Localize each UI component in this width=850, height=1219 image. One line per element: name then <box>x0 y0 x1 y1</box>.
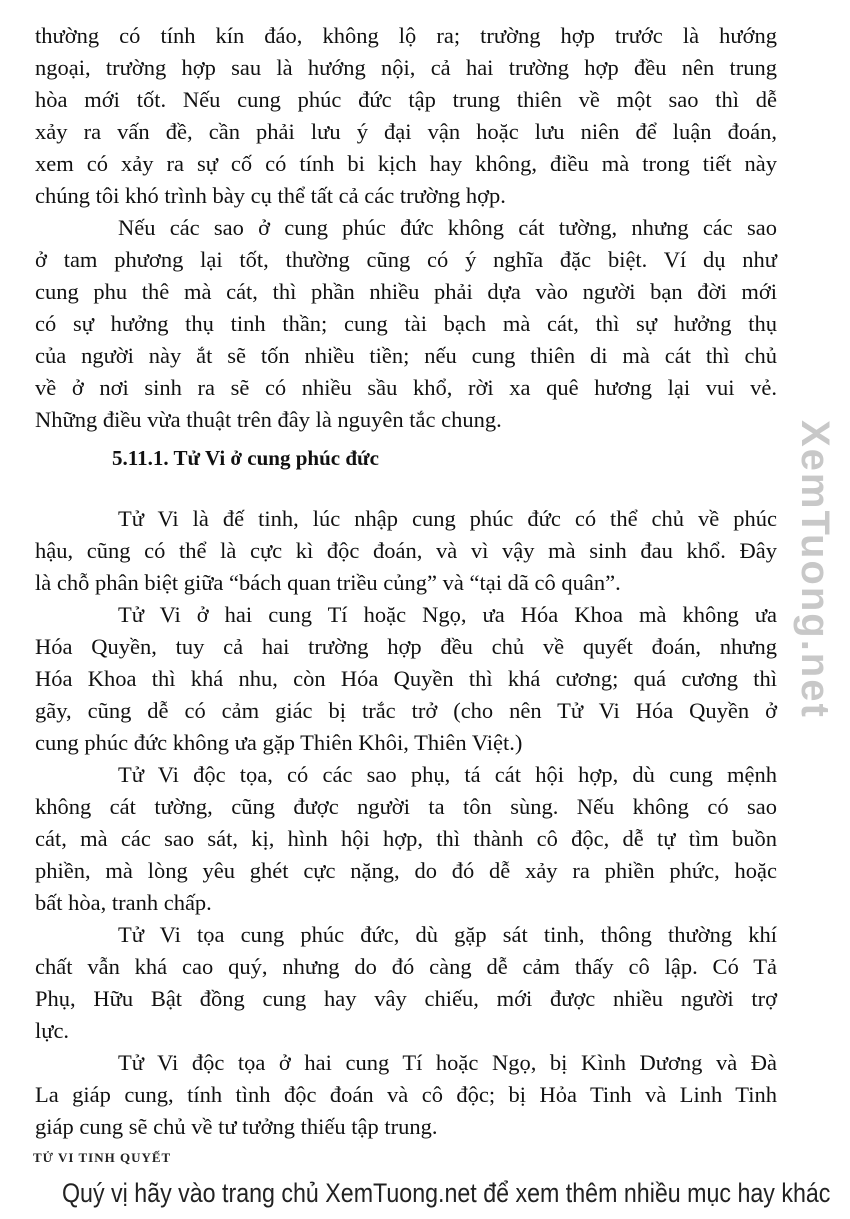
text-line: chúng tôi khó trình bày cụ thể tất cả các trường hợp. <box>35 183 506 208</box>
text-line: Tử Vi độc tọa ở hai cung Tí hoặc Ngọ, bị Kình Dương và Đà <box>118 1050 777 1075</box>
text-line: cung phúc đức không ưa gặp Thiên Khôi, Thiên Việt.) <box>35 730 523 755</box>
text-line: hậu, cũng có thể là cực kì độc đoán, và vì vậy mà sinh đau khổ. Đây <box>35 538 777 563</box>
text-line: xem có xảy ra sự cố có tính bi kịch hay không, điều mà trong tiết này <box>35 151 777 176</box>
text-line: thường có tính kín đáo, không lộ ra; trường hợp trước là hướng <box>35 23 777 48</box>
text-line: ngoại, trường hợp sau là hướng nội, cả hai trường hợp đều nên trung <box>35 55 777 80</box>
text-line: có sự hưởng thụ tinh thần; cung tài bạch mà cát, thì sự hưởng thụ <box>35 311 777 336</box>
website-banner-link[interactable]: Quý vị hãy vào trang chủ XemTuong.net để xem thêm nhiều mục hay khác <box>62 1178 831 1208</box>
text-line: Phụ, Hữu Bật đồng cung hay vây chiếu, mới được nhiều người trợ <box>35 986 777 1011</box>
text-line: là chỗ phân biệt giữa “bách quan triều củng” và “tại dã cô quân”. <box>35 570 621 595</box>
text-line: Những điều vừa thuật trên đây là nguyên tắc chung. <box>35 407 502 432</box>
text-line: giáp cung sẽ chủ về tư tưởng thiếu tập trung. <box>35 1114 438 1139</box>
running-footer-title: TỬ VI TINH QUYẾT <box>33 1150 172 1165</box>
text-line: Tử Vi là đế tinh, lúc nhập cung phúc đức có thể chủ về phúc <box>118 506 777 531</box>
text-line: La giáp cung, tính tình độc đoán và cô độc; bị Hỏa Tinh và Linh Tinh <box>35 1082 777 1107</box>
text-line: Hóa Khoa thì khá nhu, còn Hóa Quyền thì khá cương; quá cương thì <box>35 666 777 691</box>
text-line: của người này ắt sẽ tốn nhiều tiền; nếu cung thiên di mà cát thì chủ <box>35 343 777 368</box>
text-line: Tử Vi ở hai cung Tí hoặc Ngọ, ưa Hóa Khoa mà không ưa <box>118 602 777 627</box>
text-line: bất hòa, tranh chấp. <box>35 890 212 915</box>
text-line: chất vẫn khá cao quý, nhưng do đó càng dễ cảm thấy cô lập. Có Tả <box>35 954 777 979</box>
text-line: cung phu thê mà cát, thì phần nhiều phải dựa vào người bạn đời mới <box>35 279 777 304</box>
intro-text <box>35 20 777 436</box>
text-line: Tử Vi độc tọa, có các sao phụ, tá cát hội hợp, dù cung mệnh <box>118 762 777 787</box>
text-line: phiền, mà lòng yêu ghét cực nặng, do đó dễ xảy ra phiền phức, hoặc <box>35 858 777 883</box>
text-line: ở tam phương lại tốt, thường cũng có ý nghĩa đặc biệt. Ví dụ như <box>35 247 777 272</box>
watermark: XemTuong.net <box>793 420 837 719</box>
text-line: xảy ra vấn đề, cần phải lưu ý đại vận hoặc lưu niên để luận đoán, <box>35 119 777 144</box>
text-line: cát, mà các sao sát, kị, hình hội hợp, thì thành cô độc, dễ tự tìm buồn <box>35 826 777 851</box>
text-line: Nếu các sao ở cung phúc đức không cát tường, nhưng các sao <box>118 215 777 240</box>
text-line: lực. <box>35 1018 70 1043</box>
section-heading: 5.11.1. Tử Vi ở cung phúc đức <box>112 446 379 470</box>
text-line: về ở nơi sinh ra sẽ có nhiều sầu khổ, rời xa quê hương lại vui vẻ. <box>35 375 777 400</box>
text-line: Tử Vi tọa cung phúc đức, dù gặp sát tinh, thông thường khí <box>118 922 777 947</box>
text-line: hòa mới tốt. Nếu cung phúc đức tập trung thiên về một sao thì dễ <box>35 87 777 112</box>
section-text <box>35 503 777 1143</box>
text-line: Hóa Quyền, tuy cả hai trường hợp đều chủ về quyết đoán, nhưng <box>35 634 777 659</box>
text-line: gãy, cũng dễ có cảm giác bị trắc trở (cho nên Tử Vi Hóa Quyền ở <box>35 698 777 723</box>
text-line: không cát tường, cũng được người ta tôn sùng. Nếu không có sao <box>35 794 777 819</box>
